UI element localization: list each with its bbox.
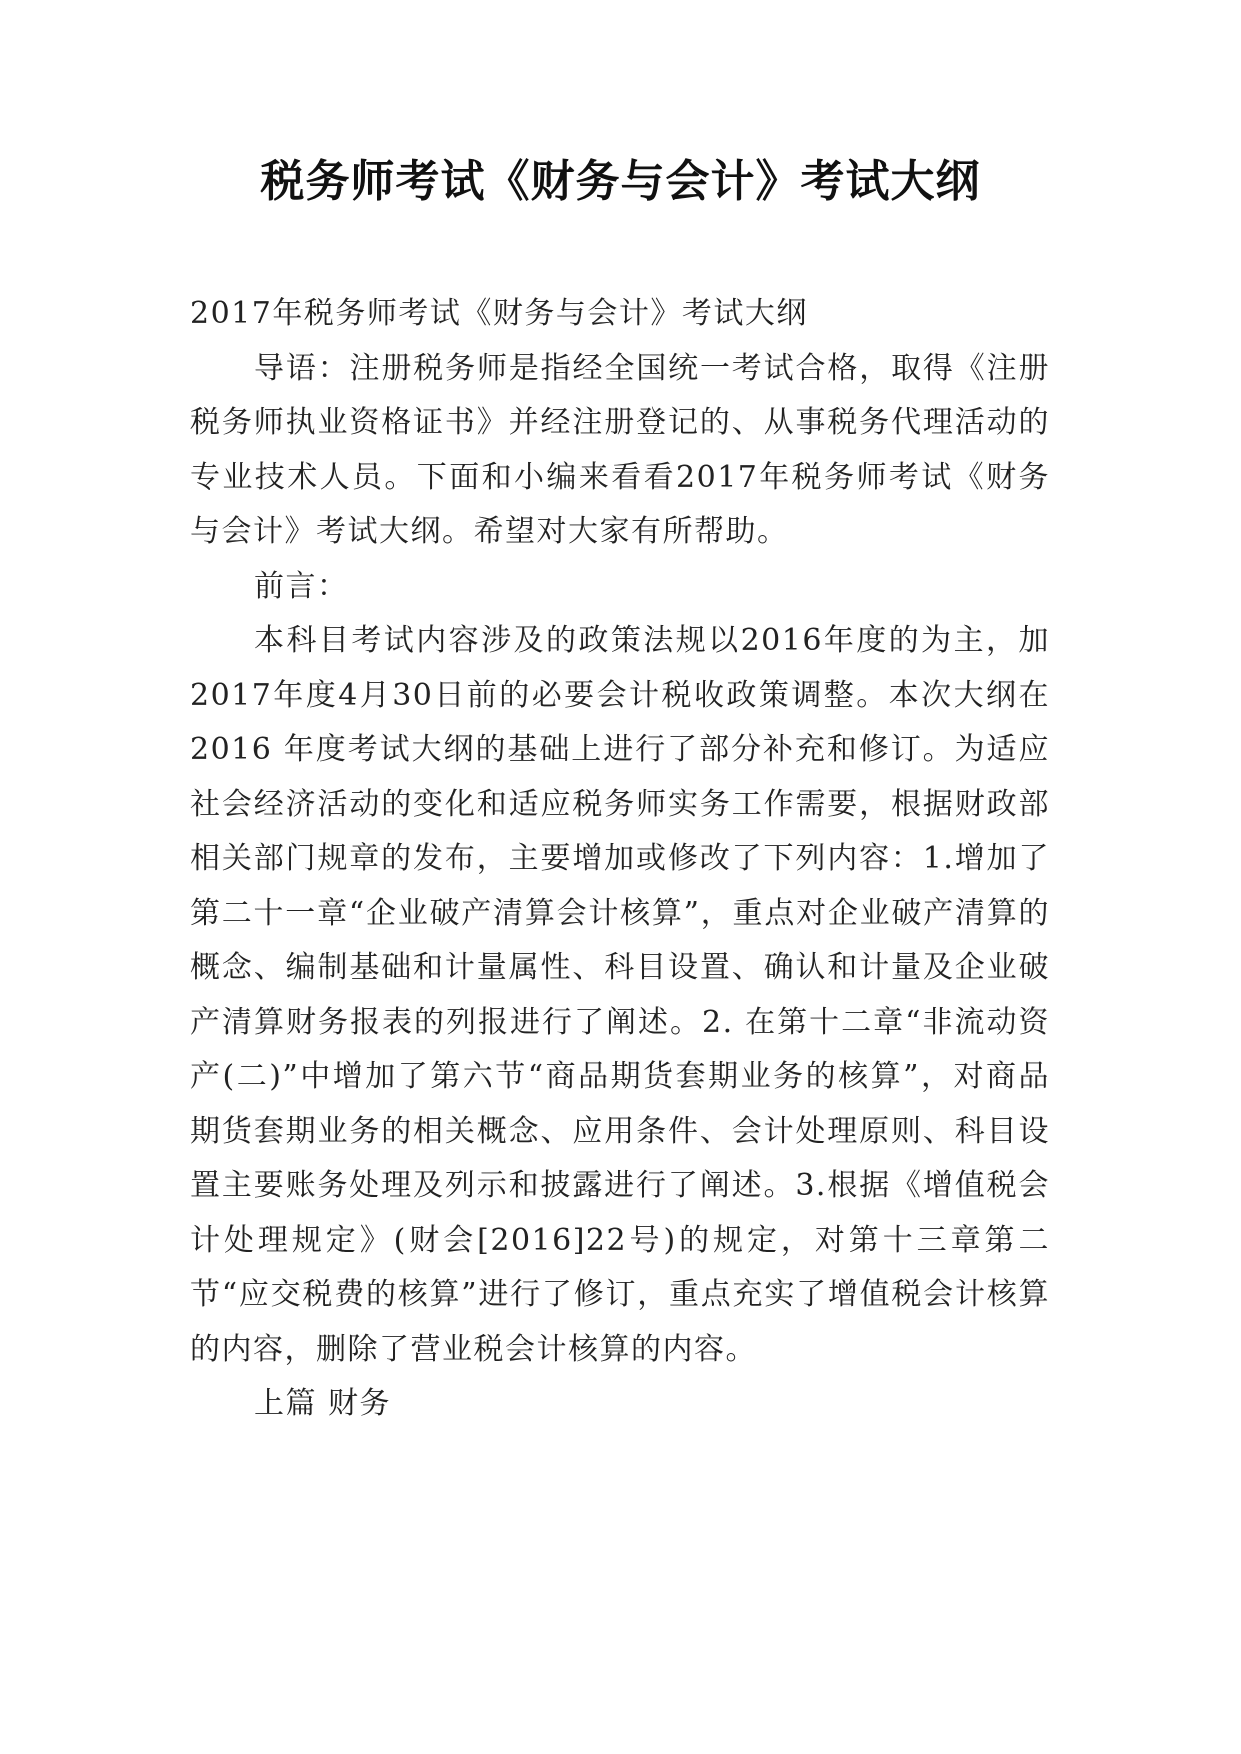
- section-heading: 上篇 财务: [254, 1386, 392, 1421]
- preface-heading: 前言：: [254, 568, 349, 604]
- intro-paragraph: 导语：注册税务师是指经全国统一考试合格，取得《注册税务师执业资格证书》并经注册登记的、从事税务代理活动的专业技术人员。下面和小编来看看2017年税务师考试《财务与会计》考试大纲。希望对大家有所帮助。: [190, 350, 1050, 549]
- page-title: 税务师考试《财务与会计》考试大纲: [260, 156, 981, 207]
- preface-paragraph: 本科目考试内容涉及的政策法规以2016年度的为主，加2017年度4月30日前的必要会计税收政策调整。本次大纲在2016 年度考试大纲的基础上进行了部分补充和修订。为适应社会经济活动的变化和适应税务师实务工作需要，根据财政部相关部门规章的发布，主要增加或修改了下列内容：1.增加了第二十一章“企业破产清算会计核算”，重点对企业破产清算的概念、编制基础和计量属性、科目设置、确认和计量及企业破产清算财务报表的列报进行了阐述。2. 在第十二章“非流动资产(二)”中增加了第六节“商品期货套期业务的核算”，对商品期货套期业务的相关概念、应用条件、会计处理原则、科目设置主要账务处理及列示和披露进行了阐述。3.根据《增值税会计处理规定》(财会[2016]22号)的规定，对第十三章第二节“应交税费的核算”进行了修订，重点充实了增值税会计核算的内容，删除了营业税会计核算的内容。: [190, 623, 1050, 1367]
- subtitle: 2017年税务师考试《财务与会计》考试大纲: [190, 296, 808, 331]
- document-body: [190, 287, 1050, 1432]
